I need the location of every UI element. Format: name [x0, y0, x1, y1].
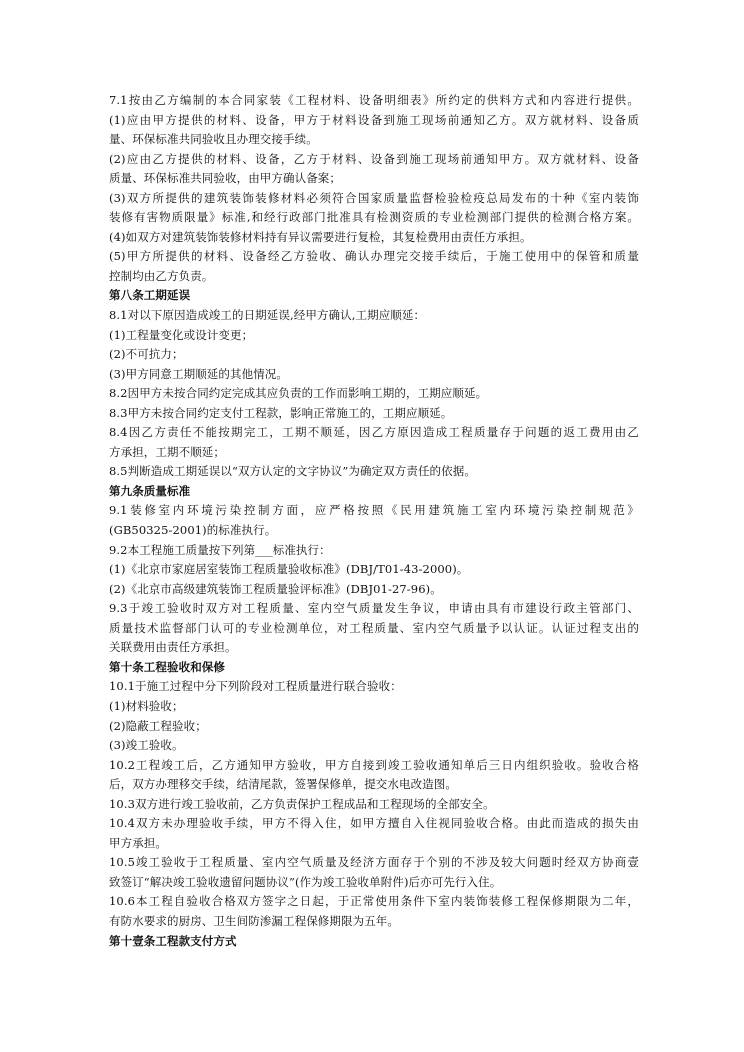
clause-7-1-item-1: (1)应由甲方提供的材料、设备，甲方于材料设备到施工现场前通知乙方。双方就材料、设备质 — [109, 112, 639, 127]
section-heading-10: 第十条工程验收和保修 — [109, 659, 225, 674]
clause-7-1-item-3: (3)双方所提供的建筑装饰装修材料必须符合国家质量监督检验检疫总局发布的十种《室内装饰 — [109, 190, 639, 205]
clause-8-5: 8.5判断造成工期延误以“双方认定的文字协议”为确定双方责任的依据。 — [109, 464, 476, 479]
clause-10-3: 10.3双方进行竣工验收前，乙方负责保护工程成品和工程现场的全部安全。 — [109, 796, 495, 811]
clause-9-2-item-1: (1)《北京市家庭居室装饰工程质量验收标准》(DBJ/T01-43-2000)。 — [109, 562, 469, 577]
clause-10-1: 10.1于施工过程中分下列阶段对工程质量进行联合验收： — [109, 679, 402, 694]
clause-9-2: 9.2本工程施工质量按下列第___标准执行： — [109, 542, 331, 557]
section-heading-9: 第九条质量标准 — [109, 483, 191, 498]
clause-8-1-item-3: (3)甲方同意工期顺延的其他情况。 — [109, 366, 288, 381]
clause-8-1-item-2: (2)不可抗力； — [109, 347, 184, 362]
clause-8-1: 8.1对以下原因造成竣工的日期延误,经甲方确认,工期应顺延： — [109, 308, 426, 323]
clause-9-1: 9.1装修室内环境污染控制方面，应严格按照《民用建筑施工室内环境污染控制规范》 — [109, 503, 639, 518]
clause-8-4: 8.4因乙方责任不能按期完工，工期不顺延，因乙方原因造成工程质量存于问题的返工费用由乙 — [109, 425, 639, 440]
clause-10-6: 10.6本工程自验收合格双方签字之日起，于正常使用条件下室内装饰装修工程保修期限为二年， — [109, 894, 639, 909]
clause-9-2-item-2: (2)《北京市高级建筑装饰工程质量验评标准》(DBJ01-27-96)。 — [109, 581, 442, 596]
clause-10-5-cont: 致签订“解决竣工验收遗留问题协议”(作为竣工验收单附件)后亦可先行入住。 — [109, 874, 502, 889]
clause-10-6-cont: 有防水要求的厨房、卫生间防渗漏工程保修期限为五年。 — [109, 913, 399, 928]
clause-10-2: 10.2工程竣工后，乙方通知甲方验收，甲方自接到竣工验收通知单后三日内组织验收。验收合格 — [109, 757, 639, 772]
clause-10-1-item-3: (3)竣工验收。 — [109, 738, 184, 753]
clause-9-1-cont: (GB50325-2001)的标准执行。 — [109, 523, 277, 538]
section-heading-8: 第八条工期延误 — [109, 288, 191, 303]
clause-9-3-cont-1: 质量技术监督部门认可的专业检测单位，对工程质量、室内空气质量予以认证。认证过程支出的 — [109, 620, 639, 635]
document-page — [109, 91, 639, 951]
clause-8-1-item-1: (1)工程量变化或设计变更； — [109, 327, 254, 342]
section-heading-11: 第十壹条工程款支付方式 — [109, 933, 237, 948]
clause-10-1-item-1: (1)材料验收； — [109, 698, 184, 713]
clause-7-1-item-2-cont: 质量、环保标准共同验收，由甲方确认备案； — [109, 171, 341, 186]
clause-7-1-item-5: (5)甲方所提供的材料、设备经乙方验收、确认办理完交接手续后，于施工使用中的保管和质量 — [109, 249, 639, 264]
clause-7-1: 7.1按由乙方编制的本合同家装《工程材料、设备明细表》所约定的供料方式和内容进行提供。 — [109, 93, 639, 107]
clause-7-1-item-2: (2)应由乙方提供的材料、设备，乙方于材料、设备到施工现场前通知甲方。双方就材料、设备 — [109, 151, 639, 166]
clause-9-3: 9.3于竣工验收时双方对工程质量、室内空气质量发生争议，申请由具有市建设行政主管部门、 — [109, 601, 639, 616]
clause-9-3-cont-2: 关联费用由责任方承担。 — [109, 640, 237, 655]
clause-10-5: 10.5竣工验收于工程质量、室内空气质量及经济方面存于个别的不涉及较大问题时经双方协商壹 — [109, 855, 639, 870]
clause-8-4-cont: 方承担，工期不顺延； — [109, 444, 225, 459]
clause-10-4-cont: 甲方承担。 — [109, 835, 167, 850]
clause-7-1-item-5-cont: 控制均由乙方负责。 — [109, 268, 214, 283]
clause-8-3: 8.3甲方未按合同约定支付工程款，影响正常施工的，工期应顺延。 — [109, 405, 453, 420]
clause-7-1-item-3-cont: 装修有害物质限量》标准,和经行政部门批准具有检测资质的专业检测部门提供的检测合格方案。 — [109, 210, 639, 225]
clause-10-4: 10.4双方未办理验收手续，甲方不得入住，如甲方擅自入住视同验收合格。由此而造成的损失由 — [109, 816, 639, 831]
clause-10-2-cont: 后，双方办理移交手续，结清尾款，签署保修单，提交水电改造图。 — [109, 777, 457, 792]
clause-7-1-item-1-cont: 量、环保标准共同验收且办理交接手续。 — [109, 132, 318, 147]
clause-10-1-item-2: (2)隐蔽工程验收； — [109, 718, 207, 733]
clause-7-1-item-4: (4)如双方对建筑装饰装修材料持有异议需要进行复检，其复检费用由责任方承担。 — [109, 229, 532, 244]
clause-8-2: 8.2因甲方未按合同约定完成其应负责的工作而影响工期的，工期应顺延。 — [109, 386, 488, 401]
